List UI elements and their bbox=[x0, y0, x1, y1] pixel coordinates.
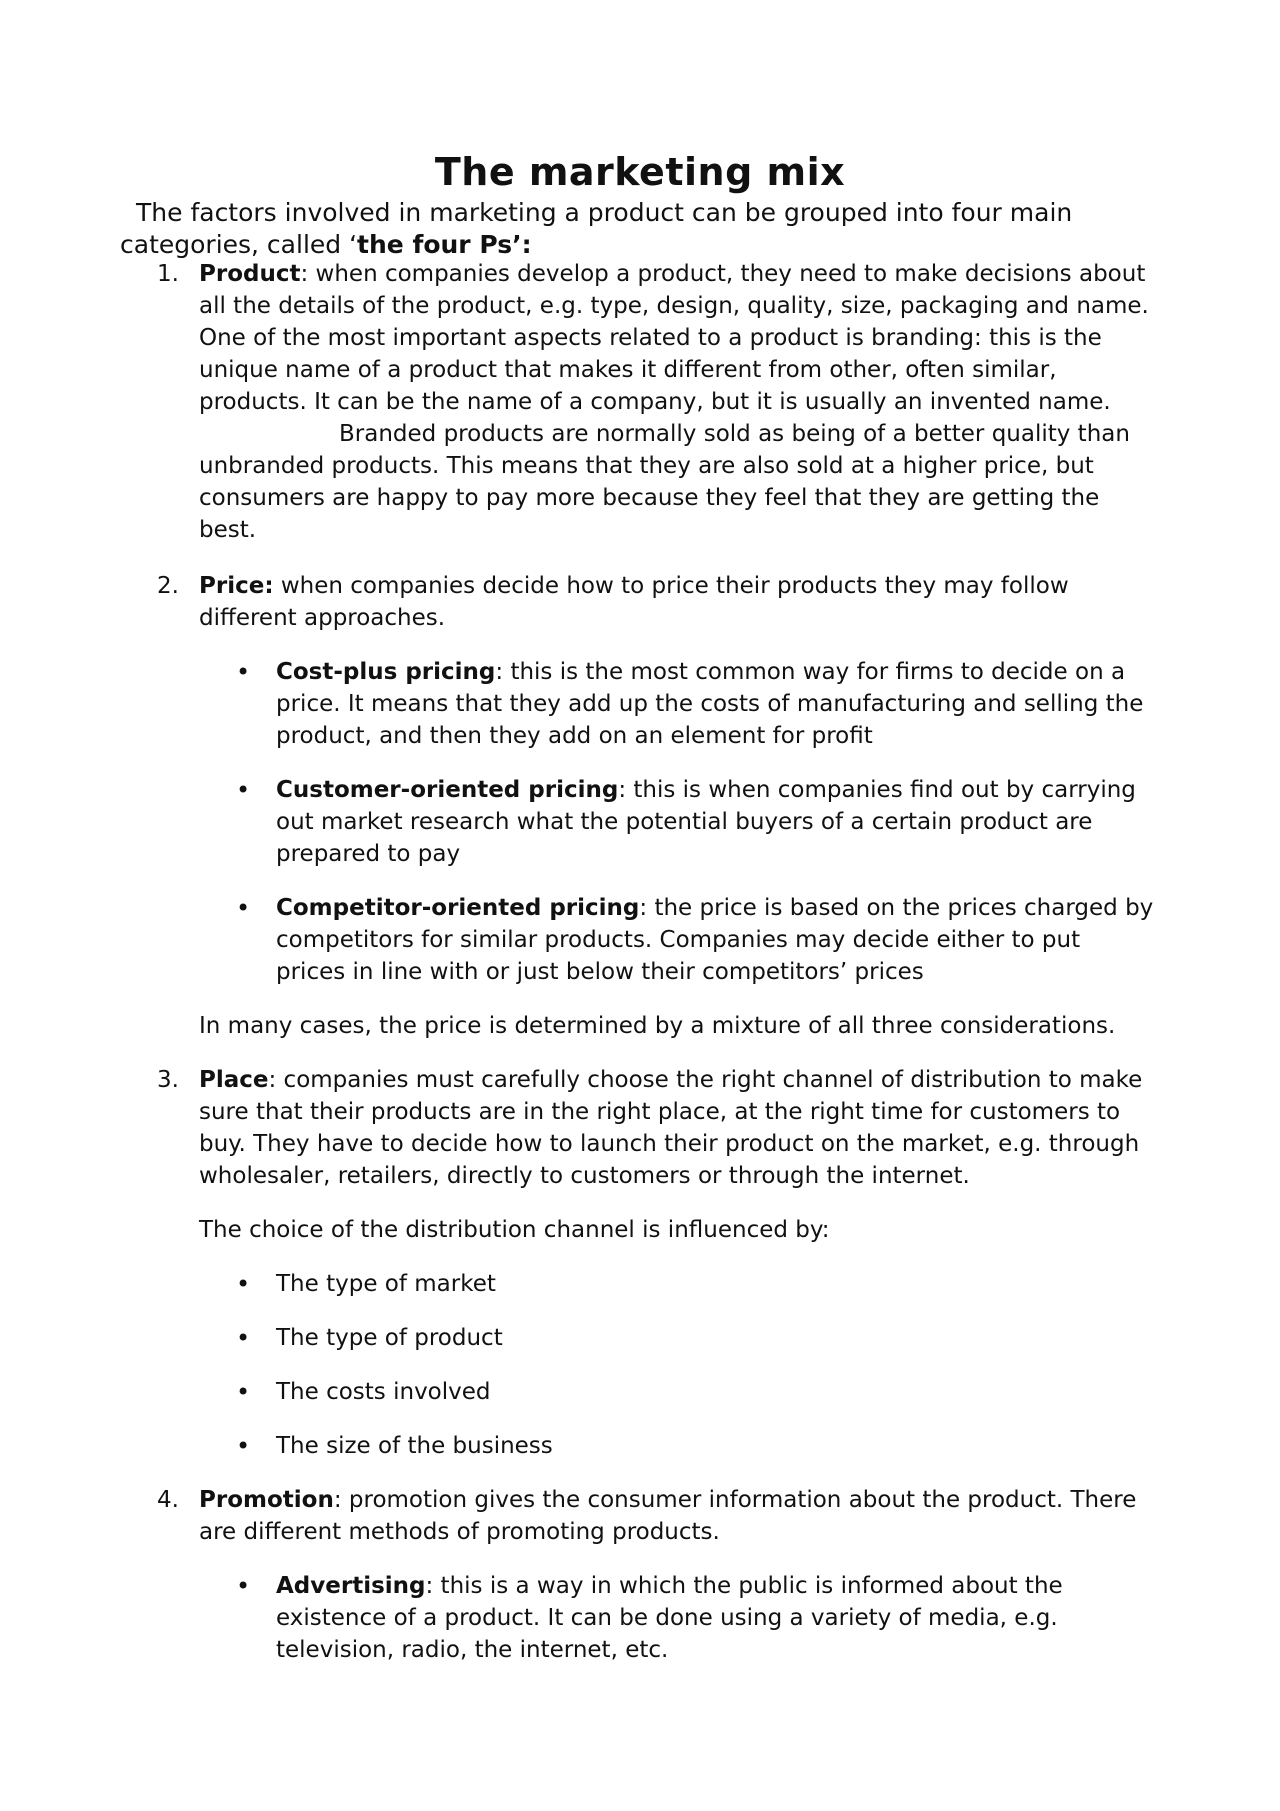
bullet-competitor-oriented bbox=[0, 892, 1156, 988]
item-text: : promotion gives the consumer information about the product. There are different methods of promoting products. bbox=[199, 1487, 1137, 1545]
item-number: 2. bbox=[157, 573, 179, 599]
bullet-dot: • bbox=[236, 776, 251, 804]
spacer bbox=[0, 1246, 1280, 1268]
item-heading: Product bbox=[199, 261, 301, 287]
list-item-product bbox=[0, 258, 1159, 546]
bullet-text: The costs involved bbox=[276, 1379, 491, 1405]
item-heading: Price: bbox=[199, 573, 274, 599]
bullet-advertising bbox=[0, 1570, 1156, 1666]
bullet-customer-oriented bbox=[0, 774, 1156, 870]
list-item-price bbox=[0, 570, 1159, 634]
intro-four-ps: the four Ps’: bbox=[357, 230, 532, 259]
bullet-text: : this is the most common way for firms to decide on a price. It means that they add up the costs of manufacturing and selling the product, and then they add on an element for profit bbox=[276, 659, 1144, 749]
bullet-dot: • bbox=[236, 658, 251, 686]
spacer bbox=[0, 1548, 1280, 1570]
intro-paragraph bbox=[120, 197, 1130, 261]
item-heading: Promotion bbox=[199, 1487, 334, 1513]
bullet-text: The type of market bbox=[276, 1271, 496, 1297]
bullet-heading: Cost-plus pricing bbox=[276, 659, 496, 685]
bullet-text: : this is when companies find out by carrying out market research what the potential buyers of a certain product are prepared to pay bbox=[276, 777, 1136, 867]
spacer bbox=[0, 870, 1280, 892]
bullet-dot: • bbox=[236, 1378, 251, 1406]
spacer bbox=[0, 1300, 1280, 1322]
spacer bbox=[0, 752, 1280, 774]
spacer bbox=[0, 988, 1280, 1010]
bullet-text: The type of product bbox=[276, 1325, 503, 1351]
distribution-intro: The choice of the distribution channel is influenced by: bbox=[199, 1217, 830, 1243]
spacer bbox=[0, 1408, 1280, 1430]
document-content bbox=[0, 258, 1280, 1666]
bullet-text: : the price is based on the prices charged by competitors for similar products. Companies may decide either to put prices in line with or just below their competitors’ prices bbox=[276, 895, 1154, 985]
bullet-dot: • bbox=[236, 894, 251, 922]
item-text-2: Branded products are normally sold as being of a better quality than unbranded products. This means that they are also sold at a higher price, but consumers are happy to pay more because they feel that they are getting the best. bbox=[199, 421, 1130, 543]
list-item-place bbox=[0, 1064, 1159, 1192]
bullet-cost-plus bbox=[0, 656, 1156, 752]
bullet-dot: • bbox=[236, 1432, 251, 1460]
spacer bbox=[0, 1354, 1280, 1376]
spacer bbox=[0, 1192, 1280, 1214]
price-summary: In many cases, the price is determined by a mixture of all three considerations. bbox=[199, 1013, 1116, 1039]
item-number: 1. bbox=[157, 261, 179, 287]
list-item-promotion bbox=[0, 1484, 1159, 1548]
bullet-dot: • bbox=[236, 1324, 251, 1352]
bullet-text: : this is a way in which the public is informed about the existence of a product. It can be done using a variety of media, e.g. television, radio, the internet, etc. bbox=[276, 1573, 1063, 1663]
spacer bbox=[0, 634, 1280, 656]
item-number: 4. bbox=[157, 1487, 179, 1513]
spacer bbox=[0, 546, 1280, 570]
item-text: when companies decide how to price their products they may follow different approaches. bbox=[199, 573, 1069, 631]
bullet-text: The size of the business bbox=[276, 1433, 553, 1459]
spacer bbox=[0, 1042, 1280, 1064]
item-text: : when companies develop a product, they need to make decisions about all the details of the product, e.g. type, design, quality, size, packaging and name. One of the most important aspects related to a product is branding: this is the unique name of a product that makes it different from other, often similar, products. It can be the name of a company, but it is usually an invented name. bbox=[199, 261, 1149, 415]
item-heading: Place bbox=[199, 1067, 269, 1093]
bullet-dot: • bbox=[236, 1270, 251, 1298]
bullet-dot: • bbox=[236, 1572, 251, 1600]
item-text: : companies must carefully choose the right channel of distribution to make sure that their products are in the right place, at the right time for customers to buy. They have to decide how to launch their product on the market, e.g. through wholesaler, retailers, directly to customers or through the internet. bbox=[199, 1067, 1143, 1189]
bullet-type-of-product bbox=[0, 1322, 1156, 1354]
bullet-heading: Customer-oriented pricing bbox=[276, 777, 619, 803]
bullet-heading: Advertising bbox=[276, 1573, 426, 1599]
spacer bbox=[0, 1462, 1280, 1484]
bullet-costs-involved bbox=[0, 1376, 1156, 1408]
bullet-heading: Competitor-oriented pricing bbox=[276, 895, 640, 921]
item-number: 3. bbox=[157, 1067, 179, 1093]
bullet-size-of-business bbox=[0, 1430, 1156, 1462]
intro-line-1: The factors involved in marketing a product can be grouped into four main bbox=[136, 198, 1073, 227]
intro-line-2-prefix: categories, called ‘ bbox=[120, 230, 358, 259]
bullet-type-of-market bbox=[0, 1268, 1156, 1300]
page-title: The marketing mix bbox=[434, 150, 846, 194]
